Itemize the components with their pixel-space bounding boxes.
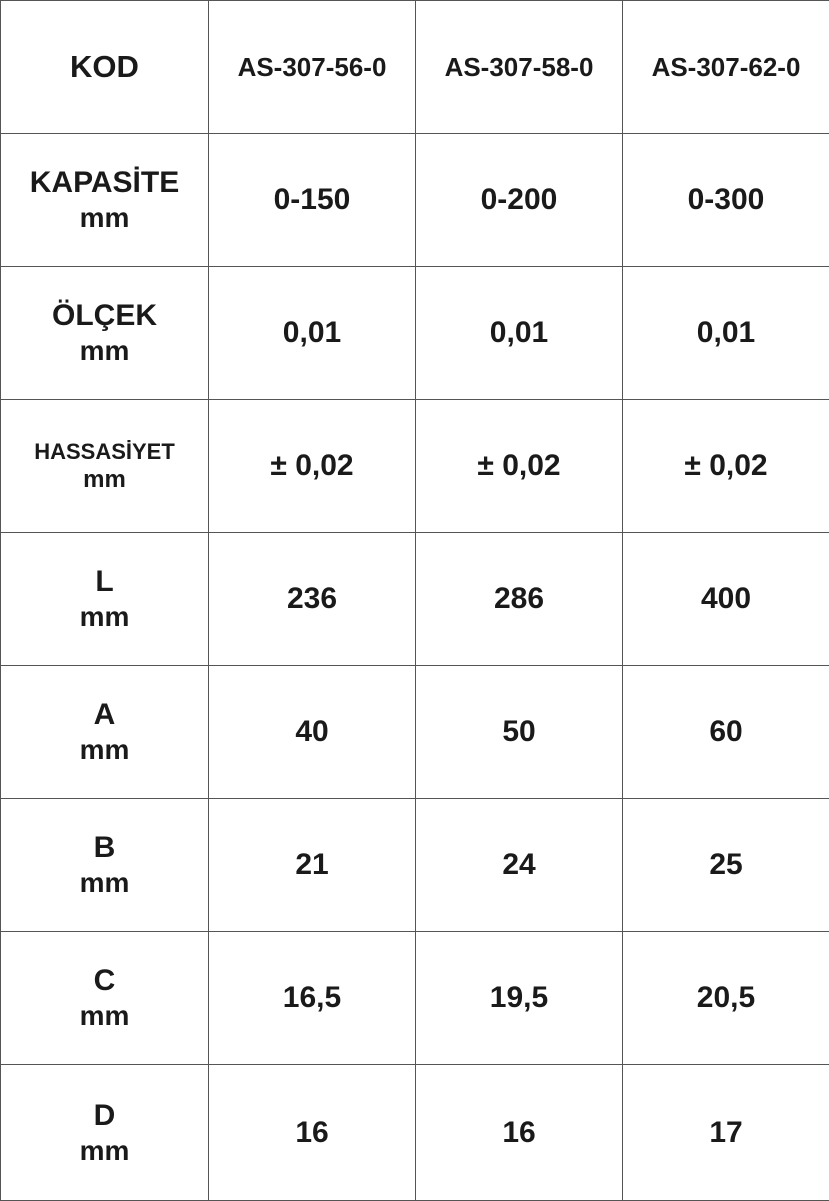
row-label-cell	[1, 267, 209, 400]
row-unit: mm	[1, 466, 208, 494]
row-unit: mm	[1, 201, 208, 235]
value-cell: ± 0,02	[209, 400, 416, 533]
value-cell: 16	[209, 1065, 416, 1201]
table-row-a	[1, 666, 829, 799]
row-label-cell	[1, 1065, 209, 1201]
code-cell: AS-307-62-0	[623, 1, 829, 134]
header-row	[1, 1, 829, 134]
row-label-cell	[1, 533, 209, 666]
value-cell: ± 0,02	[623, 400, 829, 533]
value-cell: 0-300	[623, 134, 829, 267]
table-row-hassasiyet	[1, 400, 829, 533]
row-label-cell	[1, 932, 209, 1065]
value-cell: 286	[416, 533, 623, 666]
row-label: KAPASİTE	[1, 165, 208, 201]
row-label: HASSASİYET	[1, 438, 208, 466]
table-row-b	[1, 799, 829, 932]
value-cell: 0-150	[209, 134, 416, 267]
value-cell: 40	[209, 666, 416, 799]
header-label-cell: KOD	[1, 1, 209, 134]
value-cell: 17	[623, 1065, 829, 1201]
row-unit: mm	[1, 334, 208, 368]
row-label-cell	[1, 134, 209, 267]
row-label-cell	[1, 666, 209, 799]
table-row-d	[1, 1065, 829, 1201]
value-cell: 24	[416, 799, 623, 932]
value-cell: 0,01	[416, 267, 623, 400]
table-row-c	[1, 932, 829, 1065]
row-label: L	[1, 564, 208, 600]
value-cell: 16,5	[209, 932, 416, 1065]
code-cell: AS-307-58-0	[416, 1, 623, 134]
value-cell: 60	[623, 666, 829, 799]
value-cell: ± 0,02	[416, 400, 623, 533]
value-cell: 236	[209, 533, 416, 666]
value-cell: 21	[209, 799, 416, 932]
value-cell: 20,5	[623, 932, 829, 1065]
row-unit: mm	[1, 866, 208, 900]
table-row-l	[1, 533, 829, 666]
value-cell: 25	[623, 799, 829, 932]
row-label: A	[1, 697, 208, 733]
row-label: D	[1, 1098, 208, 1134]
value-cell: 0-200	[416, 134, 623, 267]
row-unit: mm	[1, 999, 208, 1033]
row-label: ÖLÇEK	[1, 298, 208, 334]
value-cell: 19,5	[416, 932, 623, 1065]
row-label-cell	[1, 799, 209, 932]
row-label: B	[1, 830, 208, 866]
code-cell: AS-307-56-0	[209, 1, 416, 134]
table-row-kapasite	[1, 134, 829, 267]
row-label: C	[1, 963, 208, 999]
row-unit: mm	[1, 600, 208, 634]
value-cell: 400	[623, 533, 829, 666]
row-label-cell	[1, 400, 209, 533]
value-cell: 0,01	[623, 267, 829, 400]
value-cell: 50	[416, 666, 623, 799]
row-unit: mm	[1, 733, 208, 767]
value-cell: 0,01	[209, 267, 416, 400]
row-unit: mm	[1, 1134, 208, 1168]
value-cell: 16	[416, 1065, 623, 1201]
table-row-olcek	[1, 267, 829, 400]
